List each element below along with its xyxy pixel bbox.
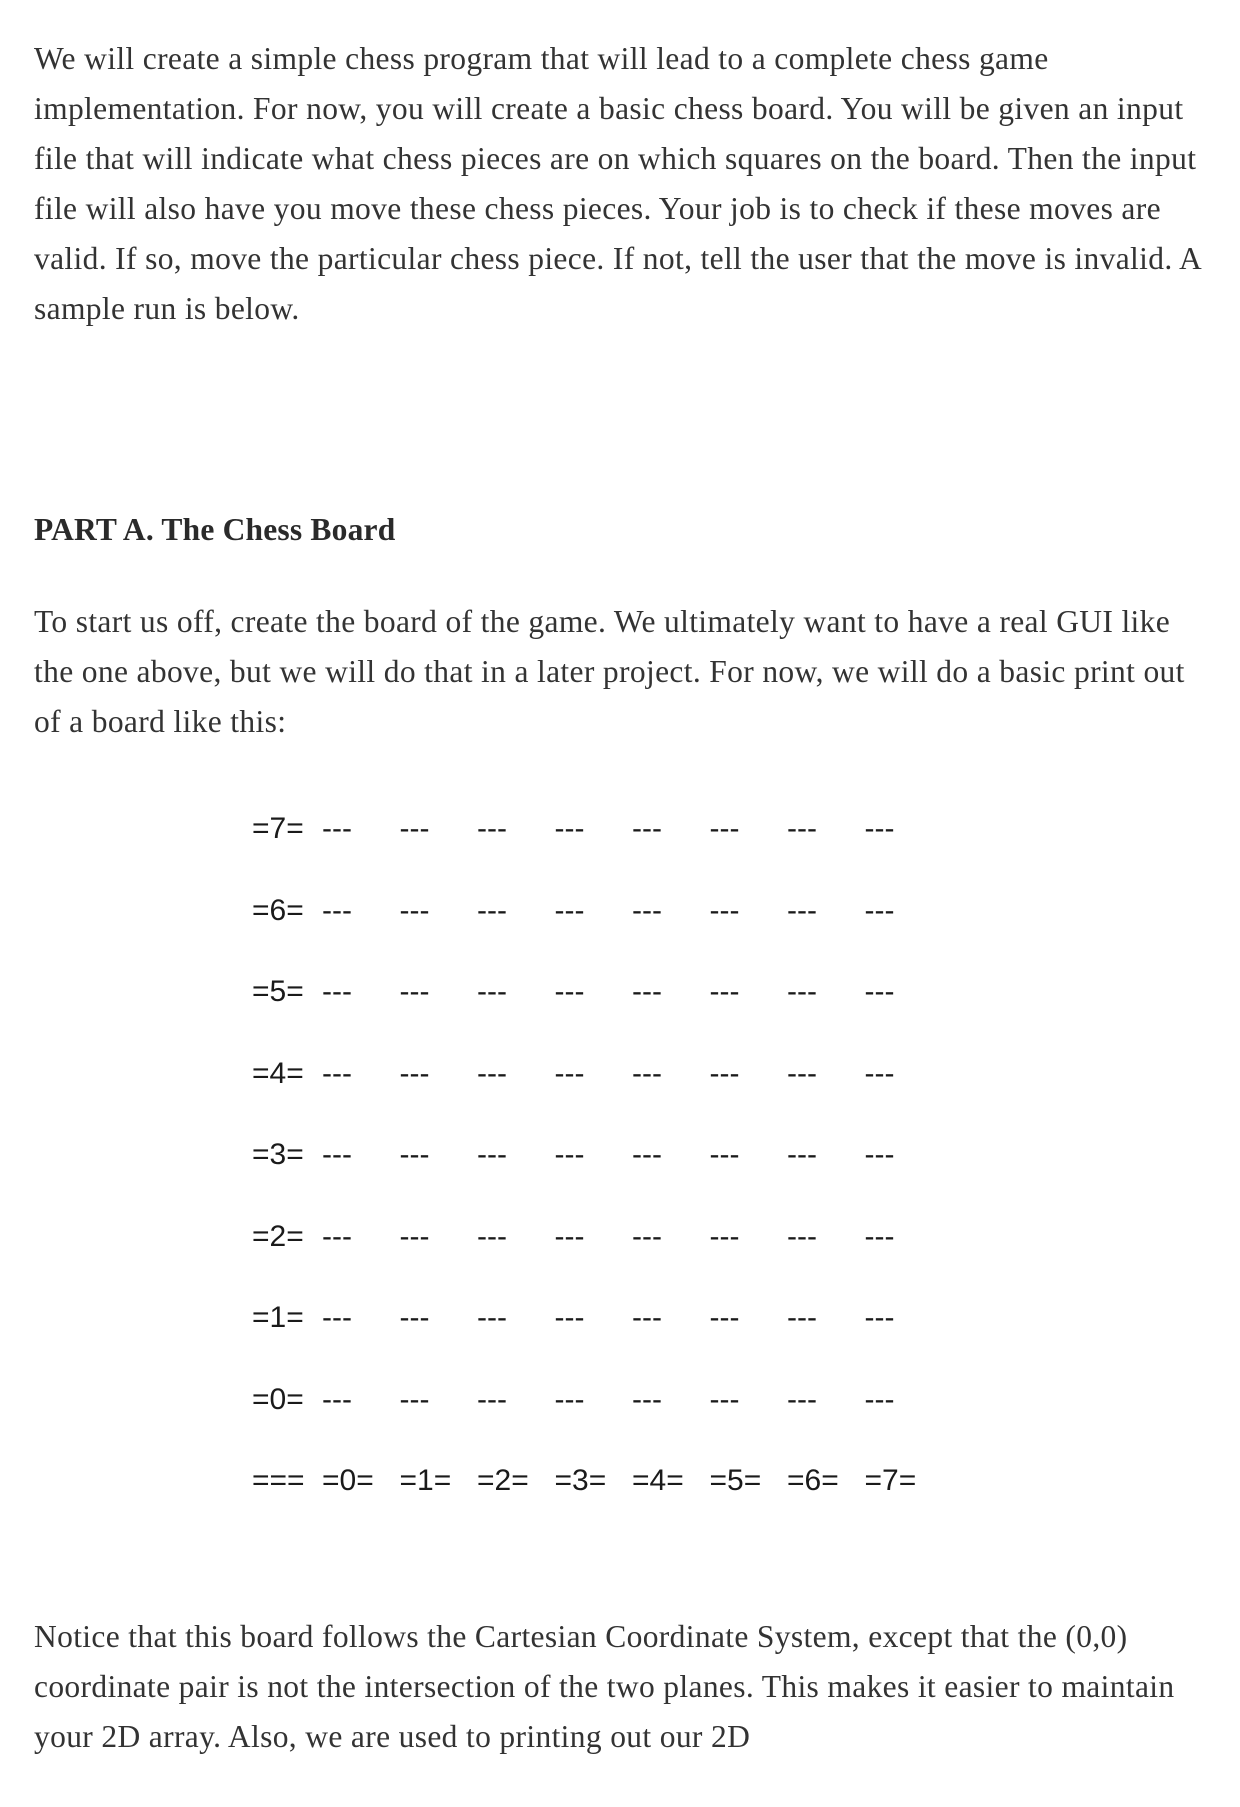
- board-row-1-cell-3: ---: [554, 1301, 585, 1334]
- board-row-0-cell-7: ---: [864, 1382, 895, 1416]
- board-row-6-cell-7: ---: [864, 893, 895, 927]
- board-footer-row-cell-3: =3=: [554, 1464, 607, 1497]
- board-row-2-cell-6: ---: [787, 1219, 817, 1253]
- board-row-6-cell-4: ---: [632, 893, 662, 927]
- board-row-0-cell-6: ---: [787, 1382, 817, 1416]
- board-row-0-cell-2: ---: [477, 1382, 507, 1416]
- board-row-0-label: =0=: [252, 1382, 304, 1416]
- board-row-2-cell-1: ---: [399, 1219, 430, 1253]
- board-row-7-cell-5: ---: [709, 812, 740, 845]
- board-row-7-cell-7: ---: [864, 812, 895, 845]
- board-row-5-cell-5: ---: [709, 975, 740, 1008]
- board-row-7-cell-0: ---: [322, 812, 352, 845]
- intro-paragraph: We will create a simple chess program that will lead to a complete chess game implementation. For now, you will create a basic chess board. You will be given an input file that will indicate what chess pieces are on which squares on the board. Then the input file will also have you move these chess pieces. Your job is to check if these moves are valid. If so, move the particular chess piece. If not, tell the user that the move is invalid. A sample run is below.: [34, 41, 1201, 326]
- board-footer-row-cell-6: =6=: [787, 1464, 839, 1497]
- board-footer-row-cell-7: =7=: [864, 1464, 917, 1497]
- board-row-3-label: =3=: [252, 1138, 304, 1171]
- board-row-6-cell-0: ---: [322, 893, 352, 927]
- board-row-1-cell-2: ---: [477, 1301, 507, 1334]
- board-row-1-cell-6: ---: [787, 1301, 817, 1334]
- board-row-2-cell-4: ---: [632, 1219, 662, 1253]
- board-row-3-cell-3: ---: [554, 1138, 585, 1171]
- board-row-0-cell-0: ---: [322, 1382, 352, 1416]
- section-heading: PART A. The Chess Board: [34, 512, 396, 547]
- board-footer-row-cell-0: =0=: [322, 1464, 374, 1497]
- board-row-1-cell-7: ---: [864, 1301, 895, 1334]
- board-row-0-cell-4: ---: [632, 1382, 662, 1416]
- board-row-5-label: =5=: [252, 975, 304, 1008]
- board-row-5-cell-2: ---: [477, 975, 507, 1008]
- board-row-7-cell-6: ---: [787, 812, 817, 845]
- board-row-7-cell-1: ---: [399, 812, 430, 845]
- board-row-6-cell-2: ---: [477, 893, 507, 927]
- board-row-7-cell-2: ---: [477, 812, 507, 845]
- board-row-4-cell-4: ---: [632, 1056, 662, 1090]
- board-row-1-cell-5: ---: [709, 1301, 740, 1334]
- board-row-4-cell-5: ---: [709, 1056, 740, 1090]
- board-row-1-cell-1: ---: [399, 1301, 430, 1334]
- board-row-3-cell-7: ---: [864, 1138, 895, 1171]
- board-row-7-cell-4: ---: [632, 812, 662, 845]
- board-footer-row-label: ===: [252, 1464, 305, 1497]
- board-row-1-cell-0: ---: [322, 1301, 352, 1334]
- board-row-3-cell-6: ---: [787, 1138, 817, 1171]
- board-row-6-cell-1: ---: [399, 893, 430, 927]
- board-footer-row-cell-4: =4=: [632, 1464, 684, 1497]
- board-footer-row-cell-5: =5=: [709, 1464, 762, 1497]
- board-row-7-cell-3: ---: [554, 812, 585, 845]
- board-row-4-cell-6: ---: [787, 1056, 817, 1090]
- board-row-4-label: =4=: [252, 1056, 304, 1090]
- board-row-5-cell-7: ---: [864, 975, 895, 1008]
- board-row-5-cell-3: ---: [554, 975, 585, 1008]
- board-row-6-label: =6=: [252, 893, 304, 927]
- board-row-3-cell-1: ---: [399, 1138, 430, 1171]
- board-row-4-cell-2: ---: [477, 1056, 507, 1090]
- board-row-3-cell-2: ---: [477, 1138, 507, 1171]
- board-row-6-cell-5: ---: [709, 893, 740, 927]
- board-row-5-cell-1: ---: [399, 975, 430, 1008]
- board-row-0-cell-5: ---: [709, 1382, 740, 1416]
- board-row-5-cell-4: ---: [632, 975, 662, 1008]
- board-row-2-cell-0: ---: [322, 1219, 352, 1253]
- part-a-paragraph: To start us off, create the board of the game. We ultimately want to have a real GUI like the one above, but we will do that in a later project. For now, we will do a basic print out of a board like this:: [34, 604, 1185, 739]
- board-row-3-cell-0: ---: [322, 1138, 352, 1171]
- board-footer-row-cell-1: =1=: [399, 1464, 452, 1497]
- board-row-2-label: =2=: [252, 1219, 304, 1253]
- board-row-2-cell-7: ---: [864, 1219, 895, 1253]
- notice-paragraph: Notice that this board follows the Cartesian Coordinate System, except that the (0,0) coordinate pair is not the intersection of the two planes. This makes it easier to maintain your 2D array. Also, we are used to printing out our 2D: [34, 1619, 1175, 1754]
- board-row-7-label: =7=: [252, 812, 304, 845]
- board-row-6-cell-3: ---: [554, 893, 585, 927]
- board-row-5-cell-0: ---: [322, 975, 352, 1008]
- board-row-4-cell-7: ---: [864, 1056, 895, 1090]
- board-row-2-cell-2: ---: [477, 1219, 507, 1253]
- board-row-3-cell-4: ---: [632, 1138, 662, 1171]
- board-row-3-cell-5: ---: [709, 1138, 740, 1171]
- board-footer-row-cell-2: =2=: [477, 1464, 529, 1497]
- board-row-0-cell-1: ---: [399, 1382, 430, 1416]
- board-row-2-cell-5: ---: [709, 1219, 740, 1253]
- board-row-5-cell-6: ---: [787, 975, 817, 1008]
- board-row-1-cell-4: ---: [632, 1301, 662, 1334]
- board-row-0-cell-3: ---: [554, 1382, 585, 1416]
- board-row-6-cell-6: ---: [787, 893, 817, 927]
- board-row-2-cell-3: ---: [554, 1219, 585, 1253]
- board-row-4-cell-1: ---: [399, 1056, 430, 1090]
- board-row-4-cell-3: ---: [554, 1056, 585, 1090]
- board-row-4-cell-0: ---: [322, 1056, 352, 1090]
- board-row-1-label: =1=: [252, 1301, 304, 1334]
